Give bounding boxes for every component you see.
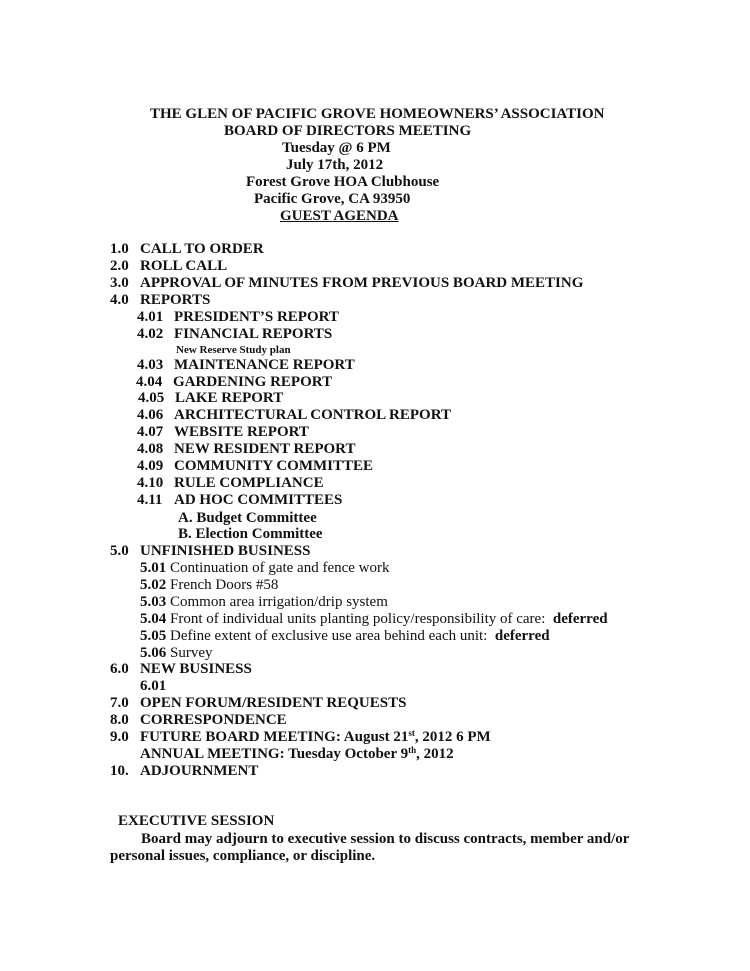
item-number: 4.06 [137, 407, 164, 423]
executive-session-text: Board may adjourn to executive session to discuss contracts, member and/or [141, 831, 630, 847]
item-text: Common area irrigation/drip system [170, 594, 388, 610]
item-number: 4.03 [137, 357, 164, 373]
ordinal-suffix: st [408, 728, 415, 738]
agenda-item [110, 275, 583, 292]
annual-meeting [140, 746, 454, 763]
agenda-item [110, 729, 491, 746]
report-item [138, 390, 283, 407]
report-note: New Reserve Study plan [176, 344, 291, 356]
meeting-city: Pacific Grove, CA 93950 [254, 191, 411, 207]
item-number: 5.03 [140, 594, 167, 610]
business-item [140, 645, 213, 662]
business-item [140, 628, 550, 645]
agenda-item [110, 695, 406, 712]
agenda-item [110, 241, 264, 258]
report-item [137, 309, 339, 326]
item-number: 5.01 [140, 560, 167, 576]
meeting-title: BOARD OF DIRECTORS MEETING [224, 123, 472, 139]
item-label: NEW BUSINESS [140, 661, 252, 677]
item-label: APPROVAL OF MINUTES FROM PREVIOUS BOARD MEETING [140, 275, 584, 291]
item-number: 8.0 [110, 712, 129, 728]
executive-session-text: personal issues, compliance, or discipline. [110, 848, 376, 864]
meeting-day-time: Tuesday @ 6 PM [282, 140, 391, 156]
ordinal-suffix: th [408, 745, 417, 755]
item-text: Survey [170, 645, 213, 661]
report-item [137, 407, 451, 424]
report-item [137, 458, 373, 475]
report-item [137, 475, 324, 492]
item-number: 5.06 [140, 645, 167, 661]
item-label: ROLL CALL [140, 258, 228, 274]
item-label: CALL TO ORDER [140, 241, 264, 257]
item-number: 1.0 [110, 241, 129, 257]
item-number: 10. [110, 763, 129, 779]
item-label: ARCHITECTURAL CONTROL REPORT [174, 407, 452, 423]
status-deferred: deferred [494, 628, 550, 644]
item-label: CORRESPONDENCE [140, 712, 287, 728]
item-text: Continuation of gate and fence work [170, 560, 390, 576]
item-number: 5.02 [140, 577, 167, 593]
agenda-item [110, 661, 252, 678]
item-label: WEBSITE REPORT [174, 424, 309, 440]
item-text: Define extent of exclusive use area behind each unit: [170, 628, 488, 644]
item-label: UNFINISHED BUSINESS [140, 543, 311, 559]
item-number: 4.09 [137, 458, 164, 474]
item-number: 4.04 [136, 374, 163, 390]
committee-item: A. Budget Committee [178, 510, 317, 526]
item-number: 4.01 [137, 309, 164, 325]
item-label: OPEN FORUM/RESIDENT REQUESTS [140, 695, 407, 711]
agenda-item [110, 258, 227, 275]
executive-session-title: EXECUTIVE SESSION [118, 813, 275, 829]
business-item [140, 594, 388, 611]
meeting-date: July 17th, 2012 [286, 157, 384, 173]
item-number: 4.11 [137, 492, 163, 508]
item-number: 5.04 [140, 611, 167, 627]
report-item [137, 492, 342, 509]
item-number: 6.0 [110, 661, 129, 677]
item-label: RULE COMPLIANCE [174, 475, 324, 491]
item-number: 5.0 [110, 543, 129, 559]
report-item [137, 357, 355, 374]
item-number: 3.0 [110, 275, 129, 291]
item-label: LAKE REPORT [175, 390, 284, 406]
item-number: 4.0 [110, 292, 129, 308]
report-item [136, 374, 332, 391]
item-label: COMMUNITY COMMITTEE [174, 458, 374, 474]
agenda-item [110, 543, 310, 560]
item-label: REPORTS [140, 292, 211, 308]
item-label: FINANCIAL REPORTS [174, 326, 333, 342]
report-item [137, 326, 332, 343]
annual-meeting-label: ANNUAL MEETING: Tuesday October 9 [140, 746, 409, 762]
item-label: FUTURE BOARD MEETING: August 21 [140, 729, 409, 745]
item-label: GARDENING REPORT [173, 374, 333, 390]
annual-meeting-year: , 2012 [416, 746, 454, 762]
business-item [140, 560, 390, 577]
item-label: ADJOURNMENT [140, 763, 259, 779]
item-label: AD HOC COMMITTEES [174, 492, 343, 508]
item-number: 4.02 [137, 326, 164, 342]
item-number: 4.05 [138, 390, 165, 406]
item-label: NEW RESIDENT REPORT [174, 441, 356, 457]
committee-item: B. Election Committee [178, 526, 323, 542]
item-text: French Doors #58 [170, 577, 279, 593]
item-label-end: , 2012 6 PM [414, 729, 491, 745]
business-item-number: 6.01 [140, 678, 167, 694]
agenda-item [110, 712, 287, 729]
item-number: 4.10 [137, 475, 164, 491]
agenda-item [110, 292, 210, 309]
item-text: Front of individual units planting policy/responsibility of care: [170, 611, 546, 627]
status-deferred: deferred [552, 611, 608, 627]
item-number: 9.0 [110, 729, 129, 745]
business-item [140, 611, 608, 628]
item-number: 7.0 [110, 695, 129, 711]
report-item [137, 441, 355, 458]
item-number: 4.07 [137, 424, 164, 440]
item-number: 5.05 [140, 628, 167, 644]
item-label: MAINTENANCE REPORT [174, 357, 355, 373]
item-number: 4.08 [137, 441, 164, 457]
business-item [140, 577, 278, 594]
item-number: 2.0 [110, 258, 129, 274]
agenda-title: GUEST AGENDA [280, 208, 399, 224]
meeting-location: Forest Grove HOA Clubhouse [246, 174, 440, 190]
agenda-item [110, 763, 258, 780]
report-item [137, 424, 309, 441]
item-label: PRESIDENT’S REPORT [174, 309, 339, 325]
association-title: THE GLEN OF PACIFIC GROVE HOMEOWNERS’ ASSOCIATION [150, 106, 605, 122]
